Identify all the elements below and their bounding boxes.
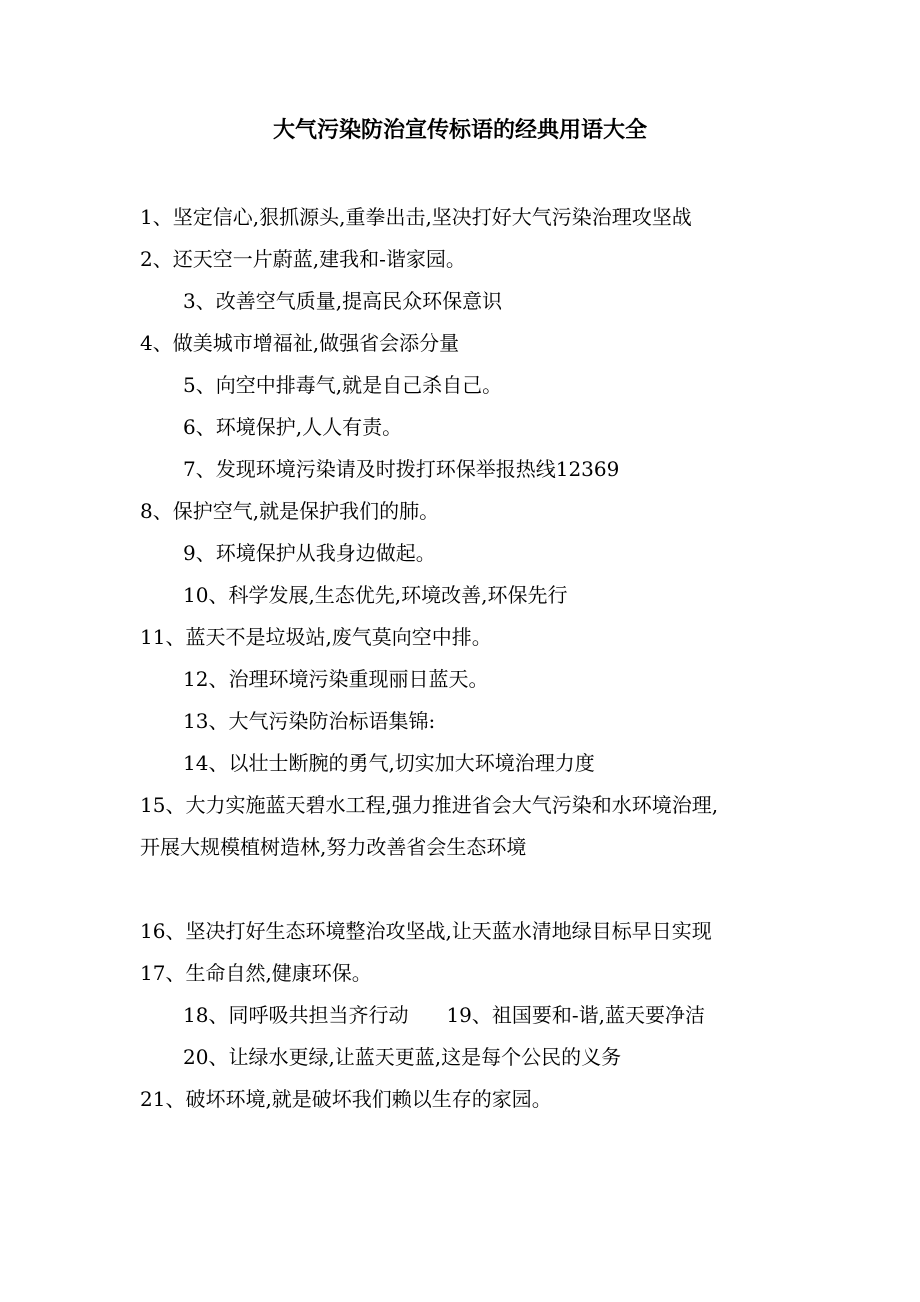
slogan-list: [140, 196, 780, 1120]
blank-line: [140, 868, 780, 910]
list-item: 17、生命自然,健康环保。: [140, 961, 372, 985]
list-item: 5、向空中排毒气,就是自己杀自己。: [183, 373, 503, 397]
list-item: 8、保护空气,就是保护我们的肺。: [140, 499, 440, 523]
list-item-continuation: 开展大规模植树造林,努力改善省会生态环境: [140, 835, 527, 859]
list-item: 2、还天空一片蔚蓝,建我和-谐家园。: [140, 247, 466, 271]
list-item: 16、坚决打好生态环境整治攻坚战,让天蓝水清地绿目标早日实现: [140, 919, 712, 943]
list-item: 13、大气污染防治标语集锦:: [183, 709, 436, 733]
list-item: 15、大力实施蓝天碧水工程,强力推进省会大气污染和水环境治理,: [140, 793, 719, 817]
list-item: 1、坚定信心,狠抓源头,重拳出击,坚决打好大气污染治理攻坚战: [140, 205, 692, 229]
list-item: 14、以壮士断腕的勇气,切实加大环境治理力度: [183, 751, 595, 775]
list-item: 10、科学发展,生态优先,环境改善,环保先行: [183, 583, 568, 607]
list-item: 11、蓝天不是垃圾站,废气莫向空中排。: [140, 625, 492, 649]
list-item-pair: [140, 994, 780, 1036]
list-item: 19、祖国要和-谐,蓝天要净洁: [446, 1003, 706, 1027]
list-item: 7、发现环境污染请及时拨打环保举报热线12369: [183, 457, 620, 481]
list-item: 9、环境保护从我身边做起。: [183, 541, 436, 565]
list-item: 6、环境保护,人人有责。: [183, 415, 403, 439]
list-item: 12、治理环境污染重现丽日蓝天。: [183, 667, 489, 691]
list-item: 18、同呼吸共担当齐行动: [183, 1003, 409, 1027]
list-item: 20、让绿水更绿,让蓝天更蓝,这是每个公民的义务: [183, 1045, 622, 1069]
document-title: 大气污染防治宣传标语的经典用语大全: [272, 117, 647, 143]
list-item: 4、做美城市增福祉,做强省会添分量: [140, 331, 460, 355]
list-item: 3、改善空气质量,提高民众环保意识: [183, 289, 503, 313]
list-item: 21、破坏环境,就是破坏我们赖以生存的家园。: [140, 1087, 552, 1111]
